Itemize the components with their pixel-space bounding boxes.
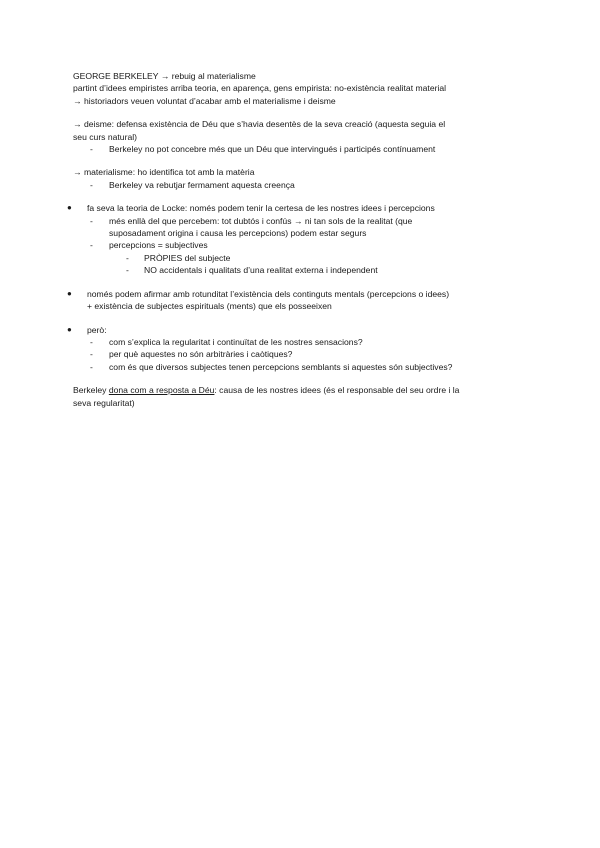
- bullet-marker: ●: [67, 324, 72, 334]
- final-post: : causa de les nostres idees (és el responsable del seu ordre i la: [214, 385, 460, 396]
- materialisme-dash-item: [73, 179, 543, 191]
- deisme-dash-item: [73, 143, 543, 155]
- nomes-line-2: + existència de subjectes espirituals (ments) que els posseeixen: [87, 301, 332, 312]
- dash-marker: -: [126, 252, 129, 263]
- final-pre: Berkeley: [73, 385, 109, 396]
- locke-bullet: [67, 202, 543, 214]
- bullet-marker: ●: [67, 203, 72, 213]
- final-underlined: dona com a resposta a Déu: [108, 385, 215, 396]
- deisme-line-1: → deisme: defensa existència de Déu que s’havia desentès de la seva creació (aquesta seguia el: [73, 119, 446, 130]
- dash-marker: -: [90, 361, 93, 372]
- spacer: [73, 155, 543, 166]
- dash-marker: -: [90, 144, 93, 155]
- spacer: [73, 313, 543, 324]
- pero-bullet: [67, 324, 543, 336]
- final-line-1: [73, 384, 543, 396]
- spacer: [73, 373, 543, 384]
- locke-dash-2-text: percepcions = subjectives: [109, 240, 208, 251]
- pero-text: però:: [87, 324, 107, 335]
- pero-dash-1-text: com s’explica la regularitat i continuïtat de les nostres sensacions?: [109, 336, 363, 347]
- dash-marker: -: [90, 215, 93, 226]
- dash-marker: -: [90, 240, 93, 251]
- locke-dash-1-line-b: suposadament origina i causa les percepcions) podem estar segurs: [109, 228, 367, 239]
- nomes-text-1: només podem afirmar amb rotunditat l’existència dels continguts mentals (percepcions o idees): [87, 288, 450, 299]
- nomes-bullet: [67, 288, 543, 300]
- locke-text: fa seva la teoria de Locke: només podem tenir la certesa de les nostres idees i percepcions: [87, 203, 435, 214]
- pero-dash-item-3: [73, 361, 543, 373]
- pero-dash-2-text: per què aquestes no són arbitràries i caòtiques?: [109, 349, 293, 360]
- locke-sub-item-1: [73, 252, 543, 264]
- locke-dash-item-2: [73, 239, 543, 251]
- dash-marker: -: [126, 265, 129, 276]
- pero-dash-item-2: [73, 348, 543, 360]
- locke-sub-1-text: PRÒPIES del subjecte: [144, 252, 231, 263]
- intro-line-2: → historiadors veuen voluntat d’acabar amb el materialisme i deisme: [73, 95, 336, 106]
- spacer: [73, 191, 543, 202]
- deisme-dash-text: Berkeley no pot concebre més que un Déu que intervingués i participés contínuament: [109, 144, 436, 155]
- intro-line-1: partint d’idees empiristes arriba teoria, en aparença, gens empirista: no-existència realitat material: [73, 83, 447, 94]
- spacer: [73, 277, 543, 288]
- locke-sub-2-text: NO accidentals i qualitats d’una realitat externa i independent: [144, 265, 378, 276]
- document-page: [67, 70, 543, 409]
- title-line: GEORGE BERKELEY → rebuig al materialisme: [73, 71, 256, 81]
- final-line-2: seva regularitat): [73, 397, 135, 408]
- materialisme-dash-text: Berkeley va rebutjar fermament aquesta creença: [109, 179, 295, 190]
- spacer: [73, 107, 543, 118]
- deisme-line-2: seu curs natural): [73, 131, 138, 142]
- locke-dash-1-line-a: més enllà del que percebem: tot dubtós i confús → ni tan sols de la realitat (que: [109, 215, 413, 226]
- pero-dash-item-1: [73, 336, 543, 348]
- bullet-marker: ●: [67, 288, 72, 298]
- pero-dash-3-text: com és que diversos subjectes tenen percepcions semblants si aquestes són subjectives?: [109, 361, 453, 372]
- locke-dash-item-1: [73, 215, 543, 240]
- dash-marker: -: [90, 349, 93, 360]
- locke-sub-item-2: [73, 264, 543, 276]
- materialisme-line: → materialisme: ho identifica tot amb la matèria: [73, 167, 255, 178]
- dash-marker: -: [90, 336, 93, 347]
- dash-marker: -: [90, 179, 93, 190]
